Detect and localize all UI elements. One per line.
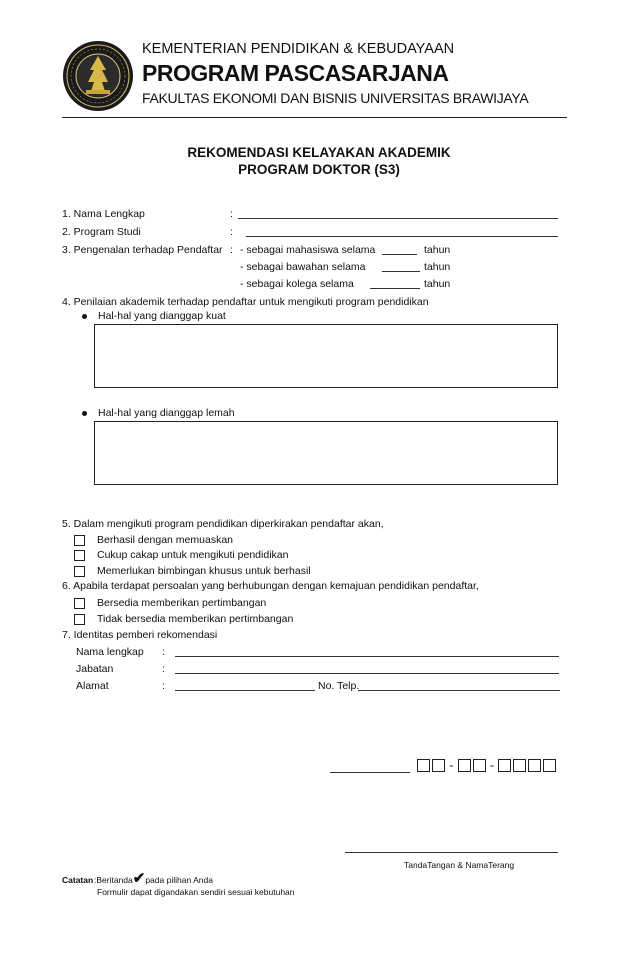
- recommender-address-input-line[interactable]: [175, 690, 315, 691]
- date-separator: -: [449, 758, 454, 772]
- acquaintance-option-colleague: - sebagai kolega selama: [240, 278, 354, 290]
- signature-line[interactable]: [345, 852, 558, 853]
- note-label: Catatan: [62, 875, 94, 885]
- name-label: 1. Nama Lengkap: [62, 208, 145, 220]
- name-input-line[interactable]: [238, 218, 558, 219]
- checkbox-willing[interactable]: [74, 598, 85, 609]
- phone-label: No. Telp.: [318, 680, 360, 692]
- acquaintance-option-subordinate: - sebagai bawahan selama: [240, 261, 366, 273]
- note-line-2: Formulir dapat digandakan sendiri sesuai kebutuhan: [97, 887, 295, 897]
- faculty-name: FAKULTAS EKONOMI DAN BISNIS UNIVERSITAS BRAWIJAYA: [142, 90, 529, 106]
- colleague-years-input-line[interactable]: [370, 288, 420, 289]
- option-not-willing: Tidak bersedia memberikan pertimbangan: [97, 613, 294, 625]
- recommender-name-input-line[interactable]: [175, 656, 559, 657]
- recommender-heading: 7. Identitas pemberi rekomendasi: [62, 629, 218, 641]
- form-subtitle: PROGRAM DOKTOR (S3): [238, 162, 400, 177]
- bullet-icon: [82, 411, 87, 416]
- subordinate-years-input-line[interactable]: [382, 271, 420, 272]
- month-digit-box[interactable]: [473, 759, 486, 772]
- study-program-colon: :: [230, 226, 233, 238]
- recommender-name-label: Nama lengkap: [76, 646, 144, 658]
- month-digit-box[interactable]: [458, 759, 471, 772]
- consultation-heading: 6. Apabila terdapat persoalan yang berhubungan dengan kemajuan pendidikan pendaftar,: [62, 580, 479, 592]
- date-separator: -: [490, 758, 495, 772]
- date-digit-box[interactable]: [417, 759, 430, 772]
- university-seal-icon: [62, 40, 134, 112]
- weaknesses-label: Hal-hal yang dianggap lemah: [98, 407, 235, 419]
- phone-input-line[interactable]: [358, 690, 560, 691]
- option-excellent: Berhasil dengan memuaskan: [97, 534, 233, 546]
- year-digit-box[interactable]: [498, 759, 511, 772]
- recommender-position-input-line[interactable]: [175, 673, 559, 674]
- years-unit-3: tahun: [424, 278, 451, 290]
- date-boxes: [416, 758, 557, 772]
- student-years-input-line[interactable]: [382, 254, 417, 255]
- acquaintance-colon: :: [230, 244, 233, 256]
- recommender-address-label: Alamat: [76, 680, 109, 692]
- option-needs-guidance: Memerlukan bimbingan khusus untuk berhasil: [97, 565, 311, 577]
- program-name: PROGRAM PASCASARJANA: [142, 60, 449, 86]
- recommender-position-colon: :: [162, 663, 165, 675]
- note-line-1-end: pada pilihan Anda: [145, 875, 213, 885]
- place-input-line[interactable]: [330, 772, 410, 773]
- recommender-position-label: Jabatan: [76, 663, 114, 675]
- checkbox-not-willing[interactable]: [74, 614, 85, 625]
- checkbox-capable[interactable]: [74, 550, 85, 561]
- checkmark-icon: ✔: [132, 870, 146, 887]
- recommender-name-colon: :: [162, 646, 165, 658]
- year-digit-box[interactable]: [528, 759, 541, 772]
- years-unit-1: tahun: [424, 244, 451, 256]
- study-program-label: 2. Program Studi: [62, 226, 141, 238]
- date-digit-box[interactable]: [432, 759, 445, 772]
- acquaintance-option-student: - sebagai mahasiswa selama: [240, 244, 376, 256]
- expectation-heading: 5. Dalam mengikuti program pendidikan diperkirakan pendaftar akan,: [62, 518, 384, 530]
- year-digit-box[interactable]: [543, 759, 556, 772]
- checkbox-excellent[interactable]: [74, 535, 85, 546]
- header-divider: [62, 117, 567, 118]
- signature-caption: TandaTangan & NamaTerang: [404, 860, 515, 870]
- strengths-label: Hal-hal yang dianggap kuat: [98, 310, 226, 322]
- assessment-heading: 4. Penilaian akademik terhadap pendaftar untuk mengikuti program pendidikan: [62, 296, 429, 308]
- acquaintance-label: 3. Pengenalan terhadap Pendaftar: [62, 244, 223, 256]
- recommender-address-colon: :: [162, 680, 165, 692]
- note-line-1: [94, 870, 213, 887]
- note-line-1-start: :Beritanda: [94, 875, 133, 885]
- years-unit-2: tahun: [424, 261, 451, 273]
- bullet-icon: [82, 314, 87, 319]
- study-program-input-line[interactable]: [246, 236, 558, 237]
- option-capable: Cukup cakap untuk mengikuti pendidikan: [97, 549, 289, 561]
- weaknesses-textbox[interactable]: [94, 421, 558, 485]
- year-digit-box[interactable]: [513, 759, 526, 772]
- name-colon: :: [230, 208, 233, 220]
- checkbox-needs-guidance[interactable]: [74, 566, 85, 577]
- ministry-name: KEMENTERIAN PENDIDIKAN & KEBUDAYAAN: [142, 41, 455, 57]
- strengths-textbox[interactable]: [94, 324, 558, 388]
- option-willing: Bersedia memberikan pertimbangan: [97, 597, 267, 609]
- form-title: REKOMENDASI KELAYAKAN AKADEMIK: [187, 145, 451, 160]
